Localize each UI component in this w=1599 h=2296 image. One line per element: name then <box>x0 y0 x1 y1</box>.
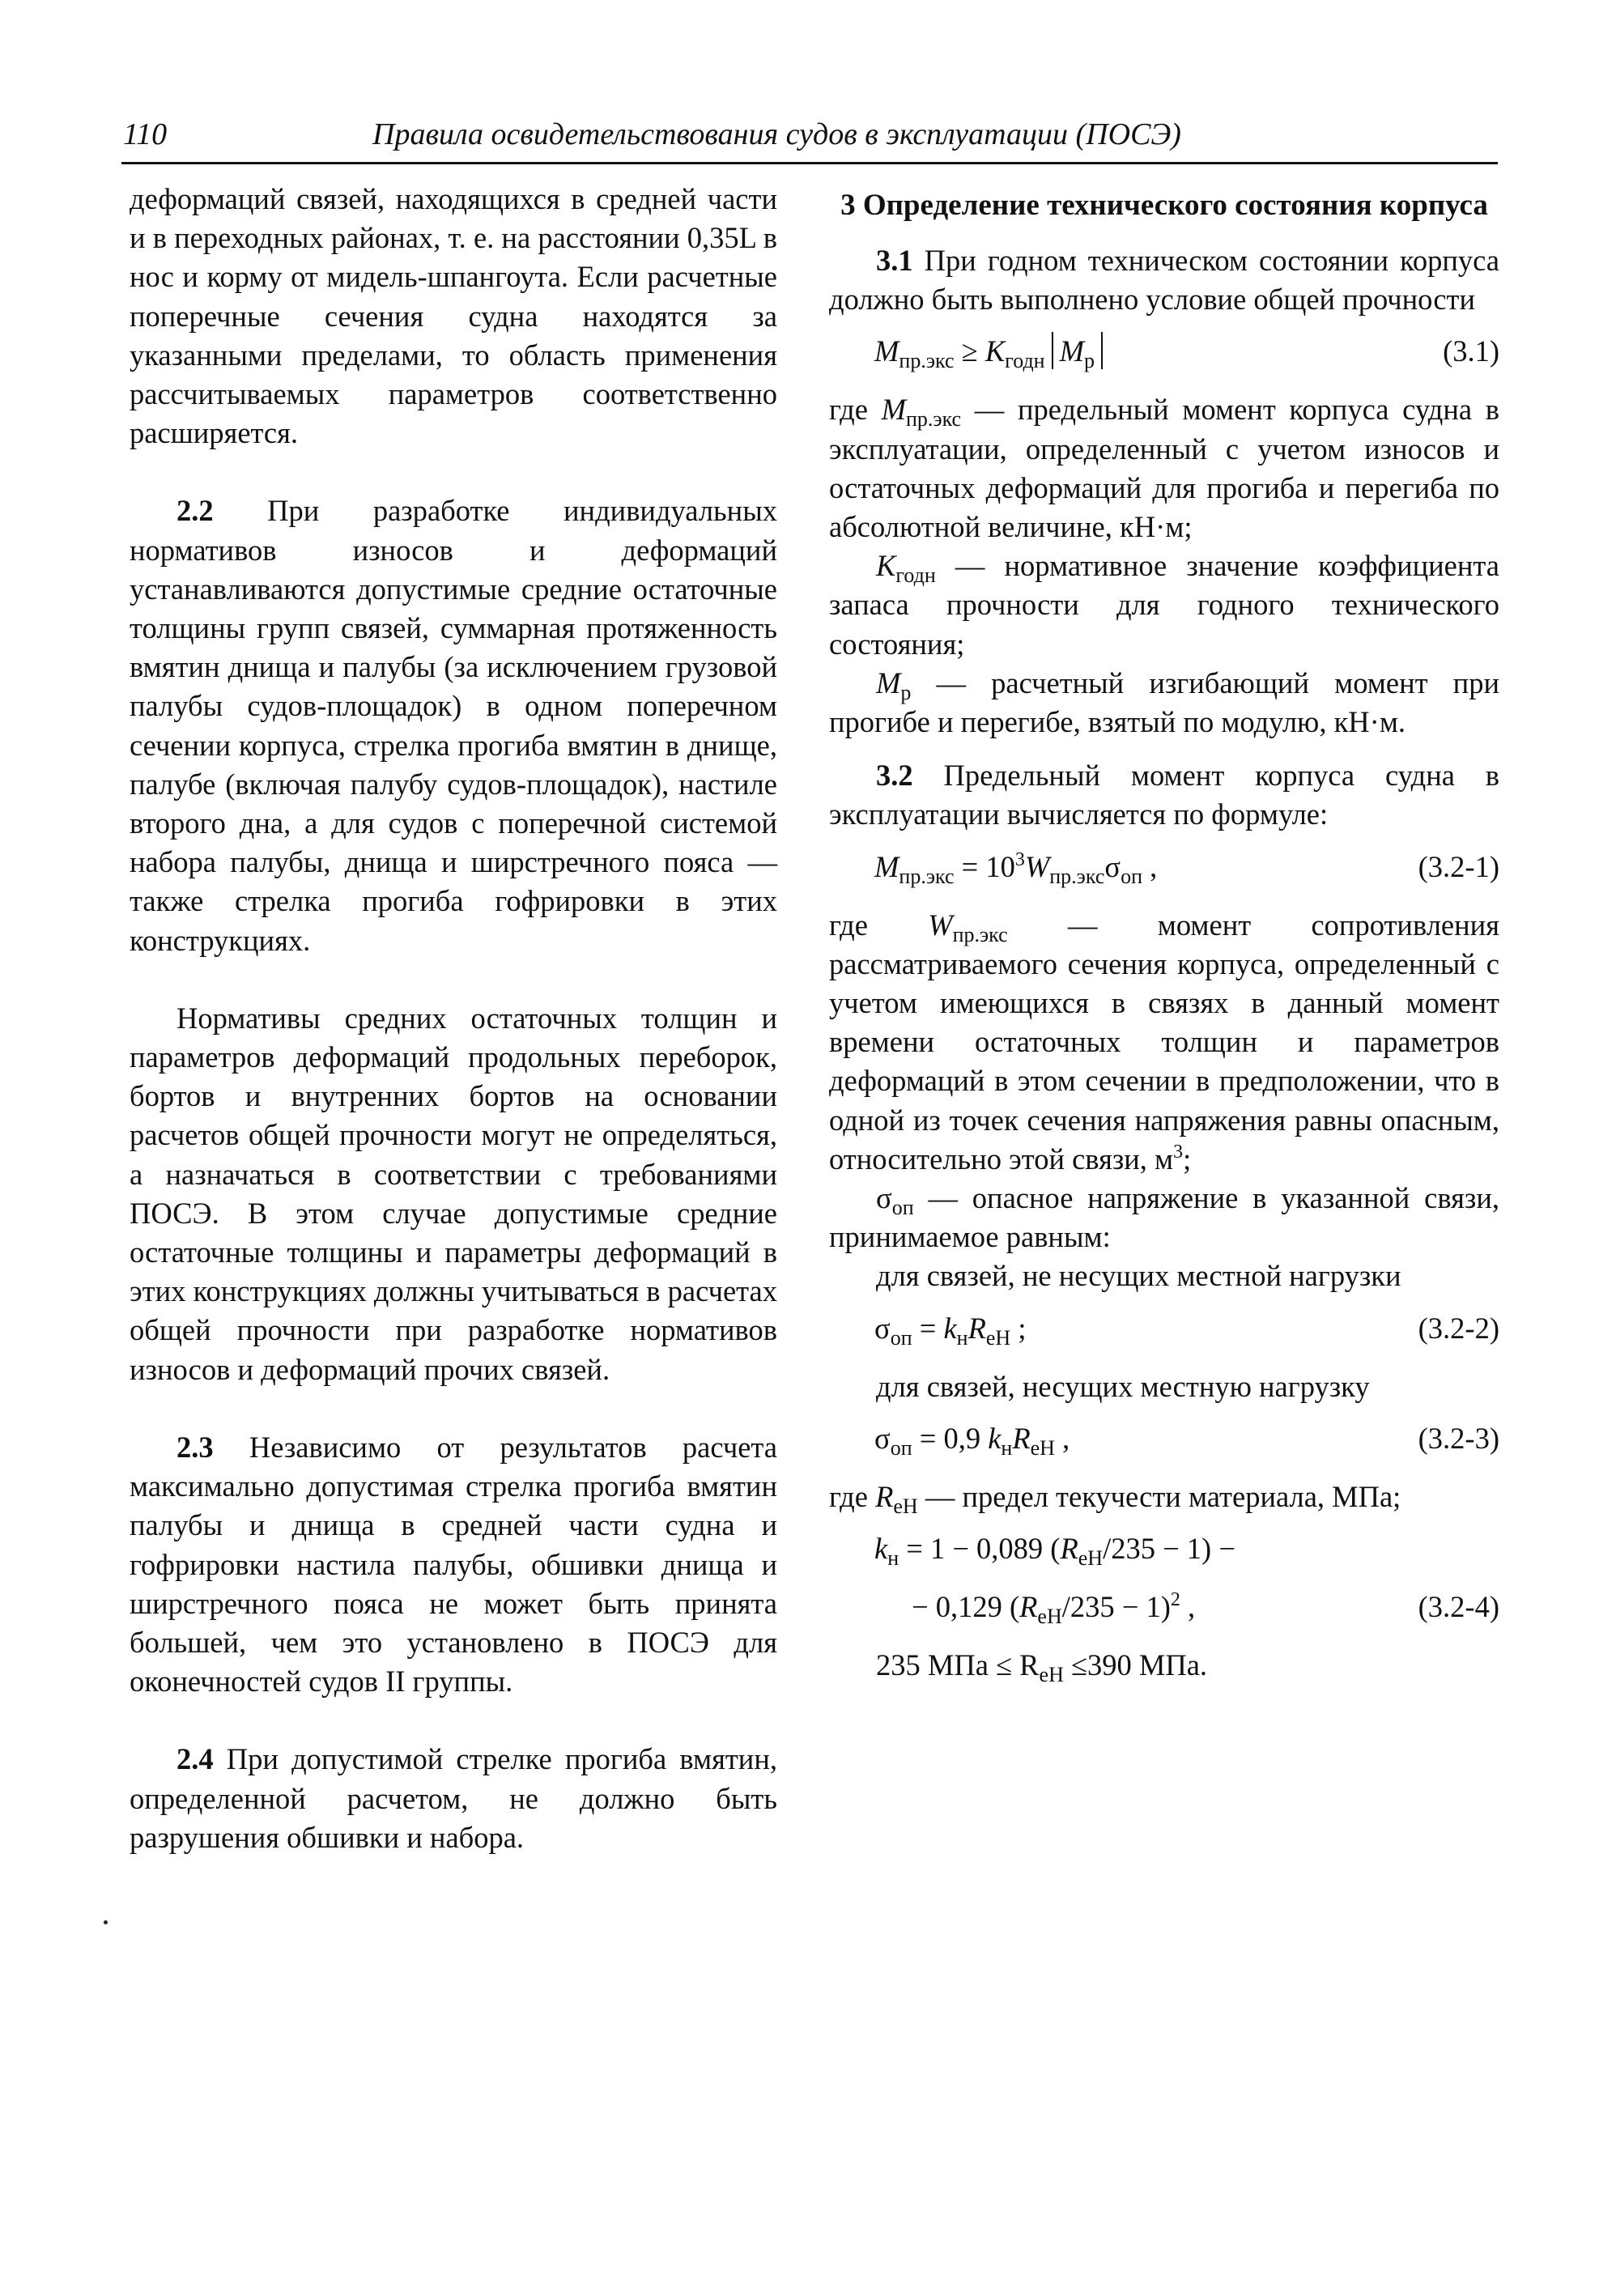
equation-body: $k_н = 1 - 0,089$ $(R_{еН}/235 - 1)$ − <box>874 1532 1235 1571</box>
equation-3-1 <box>829 332 1499 377</box>
paragraph-3-2 <box>829 756 1499 834</box>
print-speck <box>104 1920 108 1924</box>
equation-3-2-2 <box>829 1309 1499 1354</box>
case-no-local-load: для связей, не несущих местной нагрузки <box>876 1259 1401 1293</box>
equation-body: $\sigma_{оп} = k_нR_{еН}$ ; <box>874 1311 1027 1350</box>
definition-m-limit: где $M_{пр.экс}$ — предельный момент корпуса судна в эксплуатации, определенный с учетом износов и остаточных деформаций для прогиба и перегиба по абсолютной величине, кН·м; <box>829 393 1499 544</box>
equation-body: $M_{пр.экс} \ge K_{годн}$ $M_р$ <box>874 332 1109 371</box>
equation-body: − 0,129 $(R_{еН}/235 - 1)^2$ , <box>912 1589 1196 1629</box>
running-title: Правила освидетельствования судов в эксплуатации (ПОСЭ) <box>372 117 1181 151</box>
clause-number: 2.3 <box>176 1430 214 1464</box>
left-column <box>130 180 777 1857</box>
equation-number: (3.2-1) <box>1418 849 1499 883</box>
clause-text: При допустимой стрелке прогиба вмятин, определенной расчетом, не должно быть разрушения обшивки и набора. <box>130 1742 777 1854</box>
equation-body: $M_{пр.экс} = 10^3W_{пр.экс}\sigma_{оп}$ , <box>874 848 1158 888</box>
definition-mp: $M_р$ — расчетный изгибающий момент при прогибе и перегибе, взятый по модулю, кН·м. <box>829 665 1499 739</box>
paragraph-norms: Нормативы средних остаточных толщин и параметров деформаций продольных переборок, бортов и внутренних бортов на основании расчетов общей прочности могут не определяться, а назначаться в соответствии с требованиями ПОСЭ. В этом случае допустимые средние остаточные толщины и параметры деформаций в этих конструкциях должны учитываться в расчетах общей прочности при разработке нормативов износов и деформаций прочих связей. <box>130 1001 777 1386</box>
section-title: 3 Определение технического состояния корпуса <box>840 189 1488 222</box>
right-column <box>829 180 1499 1685</box>
equation-number: (3.2-2) <box>1418 1311 1499 1345</box>
equation-number: (3.2-3) <box>1418 1421 1499 1455</box>
paragraph-2-4 <box>130 1740 777 1857</box>
case-local-load: для связей, несущих местную нагрузку <box>876 1369 1370 1403</box>
yield-range: 235 МПа ≤ $R_{еН} \le 390$ МПа. <box>876 1648 1208 1687</box>
paragraph-2-3 <box>130 1428 777 1701</box>
equation-3-2-4-line2 <box>829 1588 1499 1633</box>
equation-body: $\sigma_{оп} = 0,9$ $k_нR_{еН}$ , <box>874 1421 1070 1460</box>
clause-number: 3.1 <box>876 244 913 277</box>
page-number: 110 <box>123 117 168 151</box>
paragraph-2-2 <box>130 491 777 959</box>
paragraph-3-1 <box>829 241 1499 319</box>
clause-text: При разработке индивидуальных нормативов износов и деформаций устанавливаются допустимые средние остаточные толщины групп связей, суммарная протяженность вмятин днища и палубы (за исключением грузовой палубы судов-площадок) в одном поперечном сечении корпуса, стрелка прогиба вмятин в днище, палубе (включая палубу судов-площадок), настиле второго дна, а для судов с поперечной системой набора палубы, днища и ширстречного пояса — также стрелка прогиба гофрировки в этих конструкциях. <box>130 494 777 957</box>
page-header <box>121 113 1498 164</box>
clause-number: 3.2 <box>876 759 913 793</box>
clause-text: Независимо от результатов расчета максимально допустимая стрелка прогиба вмятин палубы и днища в средней части судна и гофрировки настила палубы, обшивки днища и ширстречного пояса не может быть принята большей, чем это установлено в ПОСЭ для оконечностей судов II группы. <box>130 1430 777 1699</box>
definition-sigma: $\sigma_{оп}$ — опасное напряжение в указанной связи, принимаемое равным: <box>829 1181 1499 1254</box>
clause-number: 2.2 <box>176 494 214 528</box>
equation-3-2-4-line1 <box>829 1529 1499 1575</box>
definition-k: $K_{годн}$ — нормативное значение коэффициента запаса прочности для годного технического состояния; <box>829 549 1499 661</box>
equation-number: (3.1) <box>1443 334 1499 368</box>
equation-3-2-1 <box>829 848 1499 893</box>
equation-3-2-3 <box>829 1419 1499 1465</box>
paragraph-intro: деформаций связей, находящихся в средней части и в переходных районах, т. е. на расстоянии 0,35L в нос и корму от мидель-шпангоута. Если расчетные поперечные сечения судна находятся за указанными пределами, то область применения рассчитываемых параметров соответственно расширяется. <box>130 182 777 450</box>
clause-number: 2.4 <box>176 1742 214 1776</box>
definition-w: где $W_{пр.экс}$ — момент сопротивления рассматриваемого сечения корпуса, определенный с учетом имеющихся в связях в данный момент времени остаточных толщин и параметров деформаций в этом сечении в предположении, что в одной из точек сечения напряжения равны опасным, относительно этой связи, $м^3$; <box>829 908 1499 1176</box>
clause-text: При годном техническом состоянии корпуса должно быть выполнено условие общей прочности <box>829 244 1499 317</box>
definition-r: где $R_{еН}$ — предел текучести материала, МПа; <box>829 1479 1401 1518</box>
equation-number: (3.2-4) <box>1418 1590 1499 1624</box>
clause-text: Предельный момент корпуса судна в эксплуатации вычисляется по формуле: <box>829 759 1499 831</box>
